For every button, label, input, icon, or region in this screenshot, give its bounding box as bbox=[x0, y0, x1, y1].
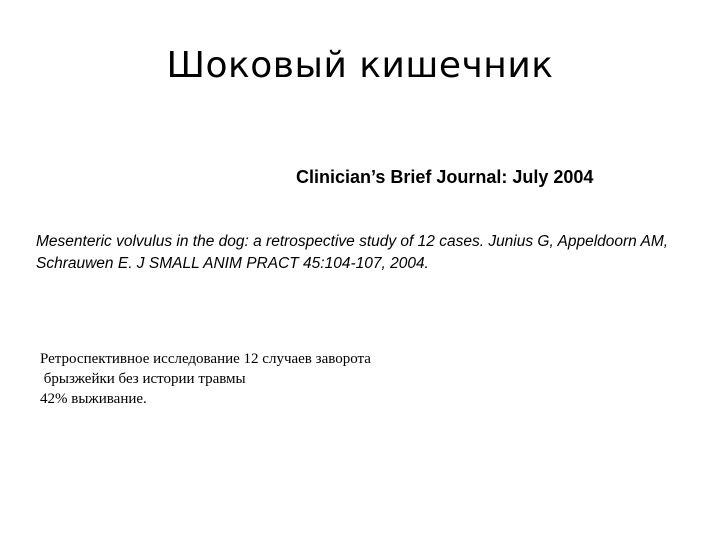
slide-title: Шоковый кишечник bbox=[166, 45, 554, 86]
journal-heading: Clinician’s Brief Journal: July 2004 bbox=[296, 167, 594, 187]
summary-line-2: брызжейки без истории травмы bbox=[40, 371, 246, 387]
citation-block bbox=[36, 231, 708, 275]
citation-line-2: Schrauwen E. J SMALL ANIM PRACT 45:104-107, 2004. bbox=[36, 255, 429, 272]
summary-block bbox=[40, 349, 371, 409]
summary-line-3: 42% выживание. bbox=[40, 391, 147, 407]
summary-line-1: Ретроспективное исследование 12 случаев заворота bbox=[40, 351, 371, 367]
citation-line-1: Mesenteric volvulus in the dog: a retrospective study of 12 cases. Junius G, Appeldoorn AM, bbox=[36, 233, 669, 250]
